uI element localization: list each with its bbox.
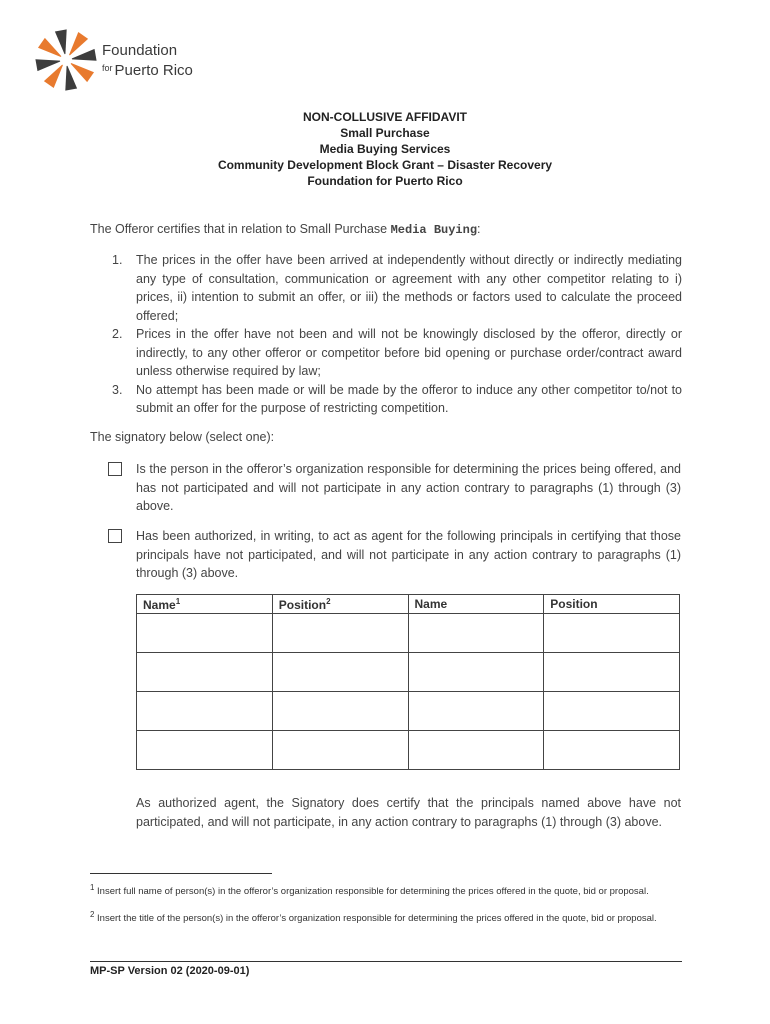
header-position-2: Position [544,595,680,614]
table-cell[interactable] [408,614,544,653]
footnote-mark: 2 [90,910,95,919]
foundation-logo [32,28,232,88]
option-text-2: Has been authorized, in writing, to act as agent for the following principals in certifying that those principals have not participated, and will not participate in any action contrary to paragraphs (1) through (3) above. [136,529,681,580]
intro-paragraph [90,222,481,237]
option-person-responsible [108,460,681,516]
signatory-intro: The signatory below (select one): [90,430,275,444]
table-cell[interactable] [408,731,544,770]
footer-divider [90,961,682,962]
table-row [137,614,680,653]
title-block [0,109,770,189]
option-authorized-agent [108,527,681,583]
principals-table [136,594,680,770]
version-label: MP-SP Version 02 (2020-09-01) [90,965,250,977]
list-item-text: No attempt has been made or will be made by the offeror to induce any other competitor to/not to submit an offer for the purpose of restricting competition. [136,382,682,415]
option-text-1: Is the person in the offeror’s organization responsible for determining the prices being offered, and has not participated and will not participate in any action contrary to paragraphs (1) through (3) above. [136,462,681,513]
logo-text-for: for [102,63,113,73]
footnote-mark: 1 [90,883,95,892]
footnote-2 [90,908,682,926]
list-item-number: 3. [112,382,123,397]
agent-certification-text: As authorized agent, the Signatory does certify that the principals named above have not participated, and will not participate, in any action contrary to paragraphs (1) through (3) above. [136,796,681,829]
title-line-3: Media Buying Services [319,142,451,156]
header-position-1: Position$^2$ [272,595,408,614]
intro-code: Media Buying [390,223,478,237]
table-cell[interactable] [544,692,680,731]
table-cell[interactable] [137,731,273,770]
footnote-divider [90,873,272,874]
title-line-5: Foundation for Puerto Rico [307,174,463,188]
table-cell[interactable] [272,653,408,692]
table-row [137,653,680,692]
certification-list [90,251,682,418]
table-row [137,692,680,731]
table-cell[interactable] [272,614,408,653]
table-cell[interactable] [544,653,680,692]
table-cell[interactable] [137,692,273,731]
table-cell[interactable] [544,731,680,770]
table-cell[interactable] [272,692,408,731]
list-item [90,251,682,325]
header-name-2: Name [408,595,544,614]
table-cell[interactable] [408,653,544,692]
table-row [137,731,680,770]
footnote-1 [90,881,682,899]
logo-text-foundation: Foundation [102,42,178,59]
table-cell[interactable] [272,731,408,770]
footnote-text: Insert full name of person(s) in the offeror’s organization responsible for determining the prices offered in the quote, bid or proposal. [97,886,649,898]
star-flower-icon [32,28,100,92]
table-cell[interactable] [408,692,544,731]
footnote-text: Insert the title of the person(s) in the offeror’s organization responsible for determining the prices offered in the quote, bid or proposal. [97,913,657,925]
table-header-row [137,595,680,614]
title-line-1: NON-COLLUSIVE AFFIDAVIT [303,110,467,124]
table-cell[interactable] [544,614,680,653]
list-item [90,381,682,418]
option-checkbox-2[interactable] [108,529,122,543]
list-item-text: Prices in the offer have not been and will not be knowingly disclosed by the offeror, directly or indirectly, to any other offeror or competitor before bid opening or purchase order/contract award unless otherwise required by law; [136,327,682,378]
logo-text-line2: Puerto Rico [114,62,193,79]
list-item-number: 2. [112,327,123,341]
option-checkbox-1[interactable] [108,462,122,476]
logo-text-puerto-rico [102,62,193,79]
list-item-text: The prices in the offer have been arrived at independently without directly or indirectly mediating any type of consultation, communication or agreement with any other competitor relating to i) prices, ii) intention to submit an offer, or iii) the methods or factors used to calculate the proceed offered; [136,253,682,323]
title-line-2: Small Purchase [340,126,430,140]
title-line-4: Community Development Block Grant – Disaster Recovery [217,158,553,172]
list-item [90,325,682,381]
list-item-number: 1. [112,253,123,267]
header-name-1: Name$^1$ [137,595,273,614]
table-cell[interactable] [137,653,273,692]
intro-prefix: The Offeror certifies that in relation to Small Purchase [90,222,391,236]
intro-suffix: : [477,222,481,236]
table-cell[interactable] [137,614,273,653]
